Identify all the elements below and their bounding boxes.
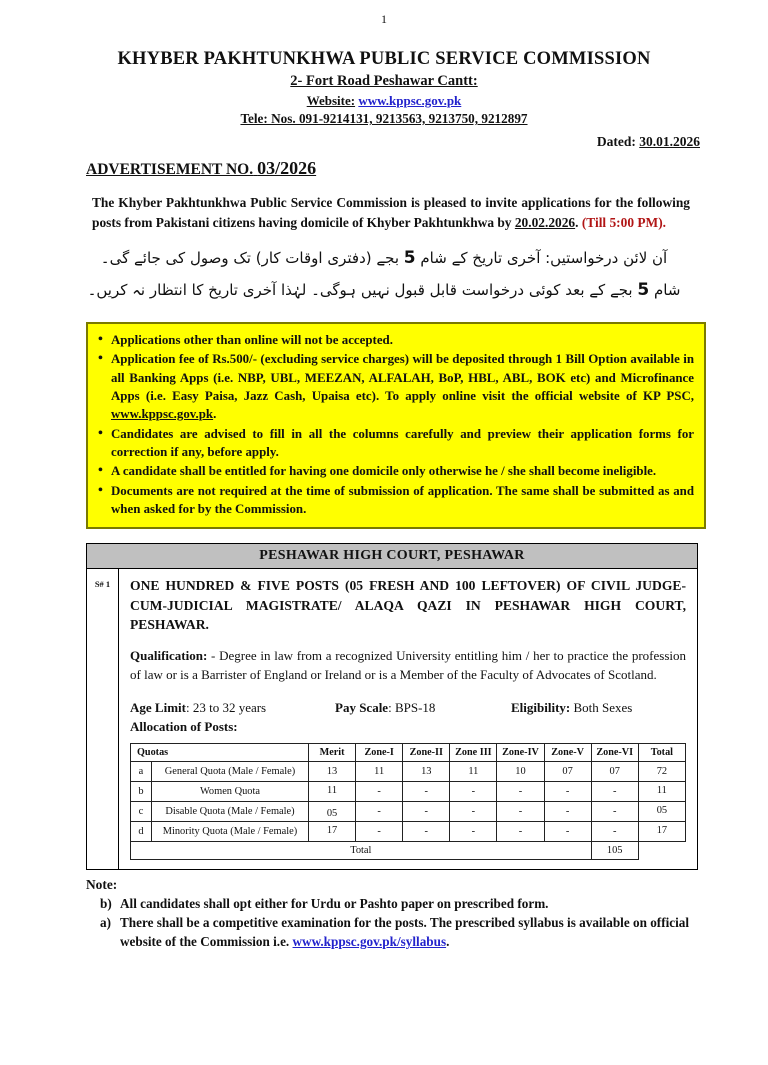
quota-row-name: General Quota (Male / Female) xyxy=(151,761,308,781)
advertisement-label: ADVERTISEMENT NO. xyxy=(86,161,254,178)
pay-scale-value: : BPS-18 xyxy=(388,699,436,715)
note-section xyxy=(86,877,708,952)
quota-row-zone-4: - xyxy=(497,781,544,801)
age-limit-label: Age Limit xyxy=(130,699,186,715)
quota-col-zone-2: Zone-II xyxy=(403,743,450,761)
eligibility-field xyxy=(511,700,686,716)
note-text-a: There shall be a competitive examination for the posts. The prescribed syllabus is available on official website of the Commission i.e. xyxy=(120,915,690,950)
quota-row-zone-1: - xyxy=(356,801,403,821)
pay-scale-field xyxy=(335,700,511,716)
quota-row-letter: c xyxy=(131,801,152,821)
serial-number-cell: S# 1 xyxy=(87,569,119,869)
notice-bullet-2 xyxy=(98,350,694,423)
masthead xyxy=(0,49,768,127)
kppsc-website-link[interactable]: www.kppsc.gov.pk xyxy=(111,407,214,422)
table-row xyxy=(131,761,686,781)
organization-title: KHYBER PAKHTUNKHWA PUBLIC SERVICE COMMISSION xyxy=(117,49,651,69)
quota-row-total: 72 xyxy=(638,761,685,781)
urdu-line-2 xyxy=(82,275,686,306)
quota-row-name: Disable Quota (Male / Female) xyxy=(151,801,308,821)
intro-time-note: (Till 5:00 PM). xyxy=(581,215,667,231)
quota-row-merit: 17 xyxy=(309,821,356,841)
urdu-line-1 xyxy=(82,243,686,274)
notice-bullet-2-suffix: . xyxy=(213,407,217,422)
urdu-line1-part-b: بجے (دفتری اوقات کار) تک وصول کی جائے گی۔ xyxy=(100,249,404,268)
quota-col-quotas: Quotas xyxy=(131,743,309,761)
note-item-list xyxy=(86,894,708,952)
quota-row-total: 05 xyxy=(638,801,685,821)
quota-row-zone-6: - xyxy=(591,781,638,801)
quota-row-merit: 11 xyxy=(309,781,356,801)
department-header: PESHAWAR HIGH COURT, PESHAWAR xyxy=(87,544,697,569)
quota-row-zone-2: 13 xyxy=(403,761,450,781)
quota-row-zone-2: - xyxy=(403,781,450,801)
post-title: ONE HUNDRED & FIVE POSTS (05 FRESH AND 100 LEFTOVER) OF CIVIL JUDGE-CUM-JUDICIAL MAGISTRATE/ ALAQA QAZI IN PESHAWAR HIGH COURT, PESHAWAR. xyxy=(130,578,686,632)
urdu-line2-part-a: شام xyxy=(649,280,681,299)
department-post-block xyxy=(86,543,698,870)
post-details-cell xyxy=(119,569,697,869)
quota-allocation-table xyxy=(130,743,686,860)
table-row xyxy=(131,781,686,801)
quota-row-zone-2: - xyxy=(403,821,450,841)
website-link[interactable]: www.kppsc.gov.pk xyxy=(358,93,462,108)
quota-table-body xyxy=(131,761,686,859)
quota-row-zone-3: - xyxy=(450,801,497,821)
qualification-label: Qualification: xyxy=(130,648,208,664)
intro-text-part2: . xyxy=(575,215,582,231)
quota-row-zone-5: - xyxy=(544,781,591,801)
quota-row-zone-6: - xyxy=(591,821,638,841)
important-notice-box xyxy=(86,322,706,529)
quota-row-zone-5: - xyxy=(544,801,591,821)
advertisement-number-block xyxy=(0,158,316,179)
quota-row-zone-6: 07 xyxy=(591,761,638,781)
notice-bullet-list xyxy=(98,331,694,518)
notice-bullet-3: • Candidates are advised to fill in all the columns carefully and preview their application forms for correction if any, before apply. xyxy=(98,425,694,462)
quota-col-zone-6: Zone-VI xyxy=(591,743,638,761)
syllabus-link[interactable]: www.kppsc.gov.pk/syllabus xyxy=(292,934,447,950)
quota-col-zone-1: Zone-I xyxy=(356,743,403,761)
urdu-notice xyxy=(82,243,686,306)
quota-row-zone-1: 11 xyxy=(356,761,403,781)
notice-bullet-1: • Applications other than online will not be accepted. xyxy=(98,331,694,349)
advertisement-number: 03/2026 xyxy=(257,158,317,178)
quota-row-letter: a xyxy=(131,761,152,781)
note-text-b: All candidates shall opt either for Urdu or Pashto paper on prescribed form. xyxy=(120,895,549,911)
quota-row-zone-3: - xyxy=(450,821,497,841)
urdu-line2-part-b: بجے کے بعد کوئی درخواست قابل قبول نہیں ہوگی۔ لہٰذا آخری تاریخ کا انتظار نہ کریں۔ xyxy=(87,280,638,299)
note-item-b xyxy=(86,894,708,913)
quota-total-value: 105 xyxy=(591,841,638,859)
note-marker-a: a) xyxy=(100,915,111,931)
quota-col-merit: Merit xyxy=(309,743,356,761)
quota-row-zone-2: - xyxy=(403,801,450,821)
office-address: 2- Fort Road Peshawar Cantt: xyxy=(290,73,478,89)
qualification-text: - Degree in law from a recognized University entitling him / her to practice the profession of law or is a Barrister of England or Ireland or is a Member of the Faculty of Advocates of Scotland. xyxy=(130,648,686,682)
table-row xyxy=(131,821,686,841)
notice-bullet-5: • Documents are not required at the time of submission of application. The same shall be submitted as and when asked for by the Commission. xyxy=(98,482,694,519)
eligibility-label: Eligibility: xyxy=(511,699,571,715)
quota-row-zone-6: - xyxy=(591,801,638,821)
quota-footer-row xyxy=(131,841,686,859)
dated-row xyxy=(0,134,768,150)
dated-value: 30.01.2026 xyxy=(639,134,700,149)
quota-row-zone-1: - xyxy=(356,781,403,801)
dated-label: Dated: xyxy=(596,134,636,149)
quota-row-total: 11 xyxy=(638,781,685,801)
quota-table-head xyxy=(131,743,686,761)
pay-scale-label: Pay Scale xyxy=(335,699,389,715)
urdu-line1-time: 5 xyxy=(403,248,416,269)
quota-row-zone-3: 11 xyxy=(450,761,497,781)
quota-row-zone-5: - xyxy=(544,821,591,841)
quota-row-zone-4: - xyxy=(497,801,544,821)
quota-row-zone-4: 10 xyxy=(497,761,544,781)
quota-row-merit: 13 xyxy=(309,761,356,781)
website-label: Website: xyxy=(306,93,356,108)
age-limit-value: : 23 to 32 years xyxy=(185,699,267,715)
intro-text-part1: The Khyber Pakhtunkhwa Public Service Commission is pleased to invite applications for the following posts from Pakistani citizens having domicile of Khyber Pakhtunkhwa by xyxy=(92,195,690,231)
quota-col-zone-4: Zone-IV xyxy=(497,743,544,761)
quota-col-zone-3: Zone III xyxy=(450,743,497,761)
quota-col-total: Total xyxy=(638,743,685,761)
note-text-a-suffix: . xyxy=(446,934,450,950)
quota-row-name: Minority Quota (Male / Female) xyxy=(151,821,308,841)
note-item-a xyxy=(86,913,708,952)
allocation-of-posts-label: Allocation of Posts: xyxy=(130,718,238,734)
note-marker-b: b) xyxy=(100,895,112,911)
quota-header-row xyxy=(131,743,686,761)
qualification-block xyxy=(130,647,686,685)
intro-deadline-date: 20.02.2026 xyxy=(514,215,576,231)
urdu-line2-time: 5 xyxy=(637,279,650,300)
quota-row-name: Women Quota xyxy=(151,781,308,801)
notice-bullet-2-text: Application fee of Rs.500/- (excluding service charges) will be deposited through 1 Bill Option available in all Banking Apps (i.e. NBP, UBL, MEEZAN, ALFALAH, BoP, HBL, ABL, BOK etc) and Microfinance Apps (i.e. Easy Paisa, Jazz Cash, Upaisa etc). To apply online visit the official website of KP PSC, xyxy=(111,352,694,404)
quota-row-zone-3: - xyxy=(450,781,497,801)
quota-col-zone-5: Zone-V xyxy=(544,743,591,761)
eligibility-value: Both Sexes xyxy=(570,699,633,715)
quota-total-label: Total xyxy=(131,841,592,859)
quota-row-zone-1: - xyxy=(356,821,403,841)
quota-row-total: 17 xyxy=(638,821,685,841)
quota-row-zone-4: - xyxy=(497,821,544,841)
quota-row-letter: d xyxy=(131,821,152,841)
table-row xyxy=(131,801,686,821)
department-body xyxy=(87,569,697,869)
page-number: 1 xyxy=(381,12,387,26)
telephone-line: Tele: Nos. 091-9214131, 9213563, 9213750, 9212897 xyxy=(240,111,528,126)
urdu-line1-part-a: آن لائن درخواستیں: آخری تاریخ کے شام xyxy=(415,249,668,268)
website-line xyxy=(0,93,768,109)
quota-row-zone-5: 07 xyxy=(544,761,591,781)
advertisement-row xyxy=(0,150,768,179)
notice-bullet-4: • A candidate shall be entitled for having one domicile only otherwise he / she shall become ineligible. xyxy=(98,462,694,480)
note-title: Note: xyxy=(86,876,118,892)
age-limit-field xyxy=(130,700,335,716)
document-page xyxy=(0,12,768,1065)
quota-row-merit: 05 xyxy=(309,801,356,821)
intro-paragraph xyxy=(92,193,690,233)
quota-row-letter: b xyxy=(131,781,152,801)
post-meta-row xyxy=(130,700,686,716)
